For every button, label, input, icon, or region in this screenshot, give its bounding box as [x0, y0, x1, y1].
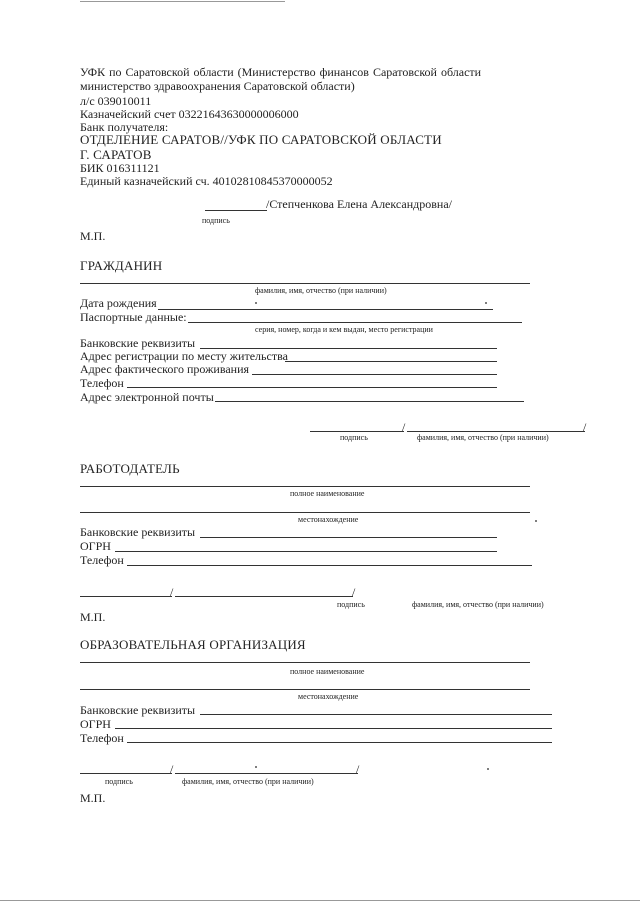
education-slash-1: / — [170, 762, 174, 776]
education-bank-label: Банковские реквизиты — [80, 703, 196, 717]
education-phone-line[interactable] — [127, 742, 552, 743]
requisites-line-2: министерство здравоохранения Саратовской области) — [80, 79, 355, 93]
requisites-line-8: БИК 016311121 — [80, 161, 160, 175]
education-title: ОБРАЗОВАТЕЛЬНАЯ ОРГАНИЗАЦИЯ — [80, 637, 306, 652]
citizen-sign-fio-line[interactable] — [407, 431, 585, 432]
citizen-signature-line[interactable] — [310, 431, 404, 432]
requisites-line-3: л/с 039010011 — [80, 94, 152, 108]
employer-phone-line[interactable] — [127, 565, 532, 566]
signatory-name: /Степченкова Елена Александровна/ — [266, 197, 452, 211]
education-slash-2: / — [356, 762, 360, 776]
education-bank-line[interactable] — [200, 714, 552, 715]
education-phone-label: Телефон — [80, 731, 124, 745]
employer-slash-2: / — [352, 585, 356, 599]
citizen-phone-label: Телефон — [80, 376, 124, 390]
requisites-line-7: Г. САРАТОВ — [80, 147, 152, 162]
education-dot-1 — [255, 766, 257, 768]
citizen-bank-label: Банковские реквизиты — [80, 336, 196, 350]
citizen-phone-line[interactable] — [127, 387, 497, 388]
employer-slash-1: / — [170, 585, 174, 599]
employer-full-name-caption: полное наименование — [290, 489, 365, 498]
education-sign-fio-line[interactable] — [175, 773, 358, 774]
citizen-residence-label: Адрес фактического проживания — [80, 362, 250, 376]
education-sign-caption: подпись — [105, 777, 133, 786]
citizen-passport-label: Паспортные данные: — [80, 310, 187, 324]
citizen-title: ГРАЖДАНИН — [80, 258, 163, 273]
employer-signature-line[interactable] — [80, 596, 172, 597]
employer-bank-line[interactable] — [200, 537, 497, 538]
citizen-registration-line[interactable] — [285, 361, 497, 362]
employer-ogrn-label: ОГРН — [80, 539, 111, 553]
employer-location-line[interactable] — [80, 512, 530, 513]
education-dot-2 — [487, 768, 489, 770]
employer-seal-mark: М.П. — [80, 610, 106, 624]
education-seal-mark: М.П. — [80, 791, 106, 805]
signatory-signature-line[interactable] — [205, 210, 267, 211]
employer-full-name-line[interactable] — [80, 486, 530, 487]
requisites-line-9: Единый казначейский сч. 40102810845370000052 — [80, 174, 333, 188]
citizen-registration-label: Адрес регистрации по месту жительства — [80, 349, 288, 363]
citizen-email-line[interactable] — [215, 401, 524, 402]
citizen-sign-fio-caption: фамилия, имя, отчество (при наличии) — [417, 433, 549, 442]
employer-sign-fio-line[interactable] — [175, 596, 353, 597]
citizen-email-label: Адрес электронной почты — [80, 390, 214, 404]
citizen-slash-1: / — [402, 420, 406, 434]
requisites-line-1: УФК по Саратовской области (Министерство финансов Саратовской области — [80, 65, 482, 79]
bottom-edge-line — [0, 900, 640, 901]
citizen-fio-line[interactable] — [80, 283, 530, 284]
education-ogrn-line[interactable] — [115, 728, 552, 729]
birth-date-dot-2 — [485, 302, 487, 304]
requisites-line-5: Банк получателя: — [80, 120, 169, 134]
signatory-signature-caption: подпись — [202, 216, 230, 225]
employer-sign-fio-caption: фамилия, имя, отчество (при наличии) — [412, 600, 544, 609]
requisites-line-6: ОТДЕЛЕНИЕ САРАТОВ//УФК ПО САРАТОВСКОЙ ОБЛАСТИ — [80, 132, 442, 147]
citizen-sign-caption: подпись — [340, 433, 368, 442]
citizen-slash-2: / — [583, 420, 587, 434]
employer-bank-label: Банковские реквизиты — [80, 525, 196, 539]
citizen-birth-date-line[interactable] — [158, 309, 493, 310]
employer-dot — [535, 520, 537, 522]
citizen-passport-line[interactable] — [188, 322, 522, 323]
seal-mark: М.П. — [80, 229, 106, 243]
education-signature-line[interactable] — [80, 773, 172, 774]
education-sign-fio-caption: фамилия, имя, отчество (при наличии) — [182, 777, 314, 786]
citizen-residence-line[interactable] — [252, 374, 497, 375]
employer-phone-label: Телефон — [80, 553, 124, 567]
employer-title: РАБОТОДАТЕЛЬ — [80, 461, 180, 476]
citizen-passport-caption: серия, номер, когда и кем выдан, место регистрации — [255, 325, 433, 334]
birth-date-dot-1 — [255, 302, 257, 304]
top-edge-line — [80, 1, 285, 2]
requisites-line-4: Казначейский счет 03221643630000006000 — [80, 107, 299, 121]
education-location-line[interactable] — [80, 689, 530, 690]
employer-location-caption: местонахождение — [298, 515, 359, 524]
education-ogrn-label: ОГРН — [80, 717, 111, 731]
employer-ogrn-line[interactable] — [115, 551, 497, 552]
employer-sign-caption: подпись — [337, 600, 365, 609]
education-full-name-line[interactable] — [80, 662, 530, 663]
citizen-birth-date-label: Дата рождения — [80, 296, 157, 310]
citizen-fio-caption: фамилия, имя, отчество (при наличии) — [255, 286, 387, 295]
education-full-name-caption: полное наименование — [290, 667, 365, 676]
education-location-caption: местонахождение — [298, 692, 359, 701]
